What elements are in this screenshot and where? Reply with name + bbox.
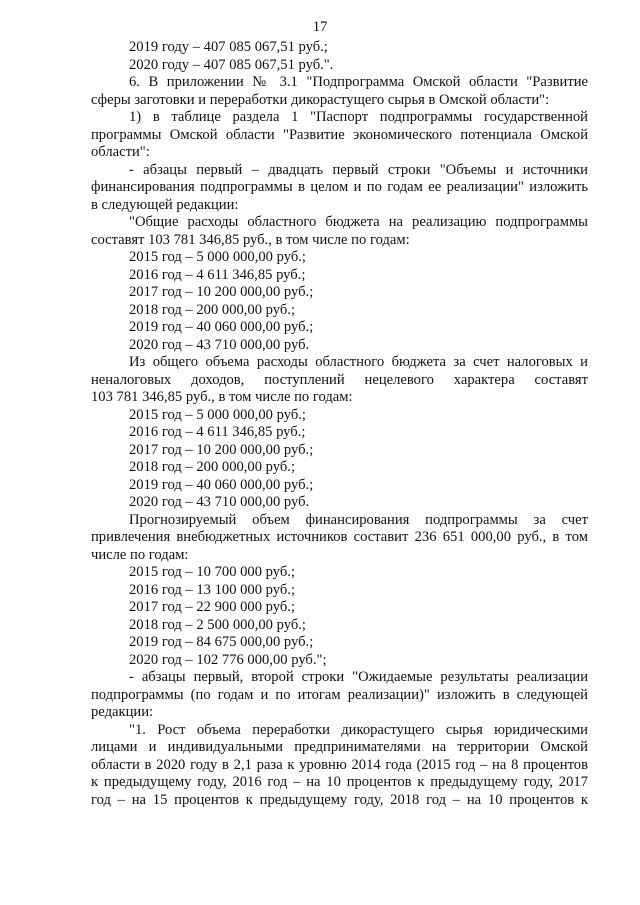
text-line: привлечения внебюджетных источников составит 236 651 000,00 руб., в том [91, 529, 588, 545]
text-line: 103 781 346,85 руб., в том числе по годам: [91, 389, 353, 405]
page-number: 17 [312, 19, 328, 35]
text-line: - абзацы первый – двадцать первый строки "Объемы и источники [129, 161, 588, 178]
text-line: Прогнозируемый объем финансирования подпрограммы за счет [129, 511, 588, 528]
text-line: 2015 год – 5 000 000,00 руб.; [129, 249, 306, 265]
text-line: 2015 год – 5 000 000,00 руб.; [129, 406, 306, 423]
document-body [91, 39, 588, 809]
text-line: 2017 год – 22 900 000 руб.; [129, 599, 296, 615]
text-line: 2020 год – 43 710 000,00 руб. [129, 336, 310, 353]
text-line: 2015 год – 10 700 000 руб.; [129, 564, 296, 580]
text-line: 2020 год – 102 776 000,00 руб."; [129, 651, 327, 668]
text-line: 6. В приложении № 3.1 "Подпрограмма Омской области "Развитие [129, 74, 588, 90]
text-line: составят 103 781 346,85 руб., в том числе по годам: [91, 231, 410, 248]
text-line: 2020 год – 43 710 000,00 руб. [129, 494, 310, 510]
text-line: - абзацы первый, второй строки "Ожидаемые результаты реализации [129, 669, 588, 685]
text-line: 2016 год – 4 611 346,85 руб.; [129, 266, 306, 283]
text-line: числе по годам: [91, 546, 189, 563]
text-line: лицами и индивидуальными предпринимателями на территории Омской [91, 739, 588, 755]
text-line: 2019 году – 407 085 067,51 руб.; [129, 39, 328, 55]
text-line: 2016 год – 4 611 346,85 руб.; [129, 424, 306, 440]
text-line: к предыдущему году, 2016 год – на 10 процентов к предыдущему году, 2017 [91, 774, 588, 790]
text-line: 2018 год – 2 500 000,00 руб.; [129, 616, 306, 633]
text-line: 2018 год – 200 000,00 руб.; [129, 459, 296, 475]
text-line: сферы заготовки и переработки дикорастущего сырья в Омской области": [91, 91, 550, 108]
text-line: 2019 год – 40 060 000,00 руб.; [129, 476, 314, 493]
text-line: 1) в таблице раздела 1 "Паспорт подпрограммы государственной [129, 109, 588, 125]
text-line: в следующей редакции: [91, 196, 239, 213]
text-line: подпрограммы (по годам и по итогам реализации)" изложить в следующей [91, 686, 588, 703]
text-line: финансирования подпрограммы в целом и по годам ее реализации" изложить [91, 179, 588, 195]
text-line: год – на 15 процентов к предыдущему году, 2018 год – на 10 процентов к [91, 791, 588, 808]
text-line: 2019 год – 84 675 000,00 руб.; [129, 634, 314, 650]
text-line: области": [91, 144, 150, 160]
text-line: "1. Рост объема переработки дикорастущего сырья юридическими [129, 721, 588, 738]
text-line: 2016 год – 13 100 000 руб.; [129, 581, 296, 598]
text-line: области в 2020 году в 2,1 раза к уровню 2014 года (2015 год – на 8 процентов [91, 756, 588, 773]
text-line: редакции: [91, 704, 154, 720]
text-line: 2019 год – 40 060 000,00 руб.; [129, 319, 314, 335]
text-line: неналоговых доходов, поступлений нецелевого характера составят [91, 371, 588, 388]
text-line: 2020 году – 407 085 067,51 руб.". [129, 56, 334, 73]
text-line: Из общего объема расходы областного бюджета за счет налоговых и [129, 354, 588, 370]
text-line: "Общие расходы областного бюджета на реализацию подпрограммы [129, 214, 588, 230]
text-line: 2018 год – 200 000,00 руб.; [129, 301, 296, 318]
text-line: 2017 год – 10 200 000,00 руб.; [129, 284, 314, 300]
text-line: программы Омской области "Развитие экономического потенциала Омской [91, 126, 588, 143]
text-line: 2017 год – 10 200 000,00 руб.; [129, 441, 314, 458]
